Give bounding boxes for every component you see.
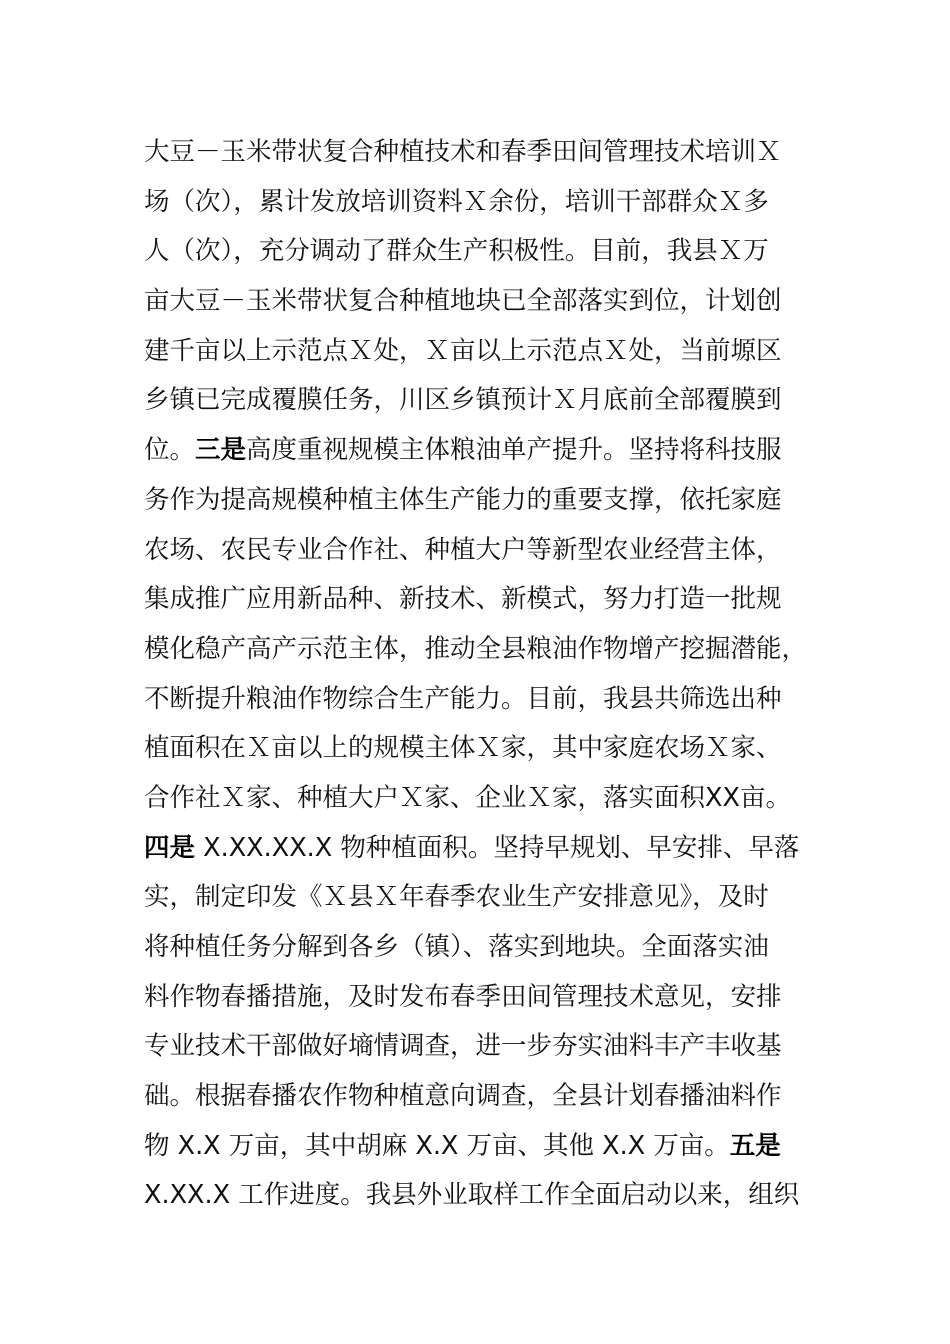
bold-lead-in: 三是 <box>195 435 247 466</box>
text-segment: 实，制定印发《Ｘ县Ｘ年春季农业生产安排意见》，及时 <box>144 882 769 913</box>
text-line <box>144 376 814 426</box>
text-segment: 高度重视规模主体粮油单产提升。坚持将科技服 <box>246 435 782 466</box>
text-segment: X.XX.X 工作进度。我县外业取样工作全面启动以来，组织 <box>144 1180 800 1211</box>
text-segment: 务作为提高规模种植主体生产能力的重要支撑，依托家庭 <box>144 484 782 515</box>
text-line <box>144 575 814 625</box>
text-line <box>144 526 814 576</box>
text-line <box>144 625 814 675</box>
text-segment: 场（次），累计发放培训资料Ｘ余份，培训干部群众Ｘ多 <box>144 186 769 217</box>
text-segment: 物 X.X 万亩，其中胡麻 X.X 万亩、其他 X.X 万亩。 <box>144 1130 730 1161</box>
text-line <box>144 128 814 178</box>
text-line <box>144 476 814 526</box>
text-line <box>144 675 814 725</box>
text-segment: 乡镇已完成覆膜任务，川区乡镇预计Ｘ月底前全部覆膜到 <box>144 385 782 416</box>
text-line <box>144 277 814 327</box>
text-line <box>144 1022 814 1072</box>
text-segment: 础。根据春播农作物种植意向调查，全县计划春播油料作 <box>144 1081 782 1112</box>
bold-lead-in: 四是 <box>144 832 196 863</box>
text-line <box>144 1122 814 1172</box>
text-segment: 植面积在Ｘ亩以上的规模主体Ｘ家，其中家庭农场Ｘ家、 <box>144 733 782 764</box>
text-line <box>144 724 814 774</box>
text-segment: 位。 <box>144 435 196 466</box>
text-line <box>144 1171 814 1221</box>
text-line <box>144 426 814 476</box>
text-line <box>144 227 814 277</box>
body-text <box>144 128 814 1221</box>
text-line <box>144 873 814 923</box>
text-line <box>144 1072 814 1122</box>
bold-lead-in: 五是 <box>729 1130 781 1161</box>
text-segment: 不断提升粮油作物综合生产能力。目前，我县共筛选出种 <box>144 683 782 714</box>
text-segment: X.XX.XX.X 物种植面积。坚持早规划、早安排、早落 <box>195 832 800 863</box>
text-segment: 人（次），充分调动了群众生产积极性。目前，我县Ｘ万 <box>144 236 769 267</box>
text-segment: 亩大豆－玉米带状复合种植地块已全部落实到位，计划创 <box>144 286 782 317</box>
text-segment: 合作社Ｘ家、种植大户Ｘ家、企业Ｘ家，落实面积XX亩。 <box>144 782 791 813</box>
text-segment: 料作物春播措施，及时发布春季田间管理技术意见，安排 <box>144 981 782 1012</box>
text-segment: 专业技术干部做好墒情调查，进一步夯实油料丰产丰收基 <box>144 1031 782 1062</box>
text-segment: 将种植任务分解到各乡（镇）、落实到地块。全面落实油 <box>144 932 769 962</box>
text-segment: 大豆－玉米带状复合种植技术和春季田间管理技术培训Ｘ <box>144 137 782 167</box>
text-line <box>144 327 814 377</box>
text-line <box>144 973 814 1023</box>
text-line <box>144 178 814 228</box>
text-segment: 农场、农民专业合作社、种植大户等新型农业经营主体， <box>144 534 782 565</box>
text-segment: 模化稳产高产示范主体，推动全县粮油作物增产挖掘潜能， <box>144 633 808 664</box>
text-line <box>144 923 814 973</box>
text-segment: 集成推广应用新品种、新技术、新模式，努力打造一批规 <box>144 584 782 615</box>
text-segment: 建千亩以上示范点Ｘ处，Ｘ亩以上示范点Ｘ处，当前塬区 <box>144 335 782 366</box>
text-line <box>144 824 814 874</box>
text-line <box>144 774 814 824</box>
